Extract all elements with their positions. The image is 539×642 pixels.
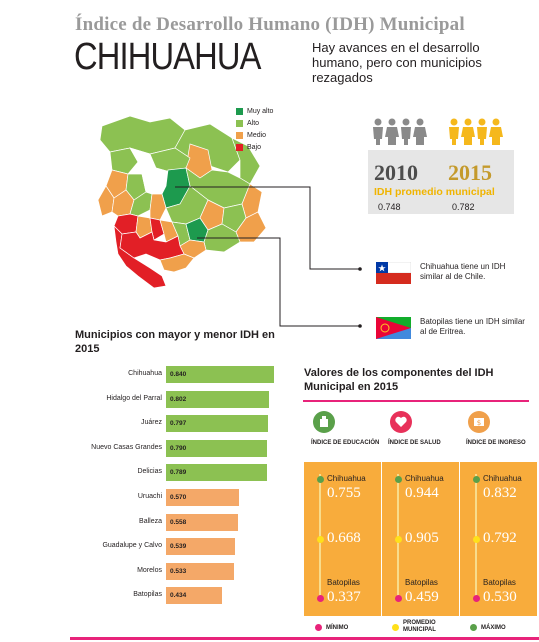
health-avg: 0.905 [405, 530, 439, 546]
max-dot [473, 476, 480, 483]
bar-value-label: 0.797 [170, 420, 187, 428]
bar-label: Hidalgo del Parral [106, 394, 162, 402]
education-label: ÍNDICE DE EDUCACIÓN [311, 440, 380, 446]
legend-label: Medio [247, 131, 267, 139]
health-icon [390, 411, 412, 433]
bar-label: Delicias [137, 468, 162, 476]
bottom-rule [70, 637, 539, 640]
key-avg-label: PROMEDIO MUNICIPAL [403, 620, 436, 633]
bar-label: Guadalupe y Calvo [102, 542, 162, 550]
headline: Hay avances en el desarrollo humano, pero con municipios rezagados [312, 40, 482, 85]
income-avg: 0.792 [483, 530, 517, 546]
svg-text:$: $ [476, 419, 482, 427]
bar-label: Chihuahua [128, 370, 162, 377]
bar-value-label: 0.434 [170, 592, 187, 600]
income-max: 0.832 [483, 485, 517, 501]
health-bottom-name: Batopilas [405, 578, 438, 587]
avg-dot [473, 536, 480, 543]
education-icon [313, 411, 335, 433]
bar-chart-title: Municipios con mayor y menor IDH en 2015 [75, 329, 275, 355]
bar-value-label: 0.790 [170, 444, 187, 452]
idh-value-2010: 0.748 [378, 202, 401, 212]
health-max: 0.944 [405, 485, 439, 501]
income-label: ÍNDICE DE INGRESO [466, 440, 526, 446]
bar-value-label: 0.539 [170, 543, 187, 551]
bar-label: Juárez [140, 419, 162, 427]
income-top-name: Chihuahua [483, 474, 522, 483]
components-title: Valores de los componentes del IDH Municipal en 2015 [304, 367, 494, 393]
chile-callout: Chihuahua tiene un IDH similar al de Chile. [420, 262, 506, 281]
education-bottom-name: Batopilas [327, 578, 360, 587]
key-max-label: MÁXIMO [481, 625, 506, 631]
min-dot [473, 595, 480, 602]
health-top-name: Chihuahua [405, 474, 444, 483]
income-bottom-name: Batopilas [483, 578, 516, 587]
state-title: CHIHUAHUA [74, 36, 261, 78]
max-dot [395, 476, 402, 483]
bar-value-label: 0.840 [170, 371, 187, 378]
education-min: 0.337 [327, 589, 361, 605]
idh-caption: IDH promedio municipal [374, 186, 495, 198]
education-avg: 0.668 [327, 530, 361, 546]
education-max: 0.755 [327, 485, 361, 501]
key-max-dot [470, 624, 477, 631]
bar-value-label: 0.802 [170, 395, 187, 403]
education-top-name: Chihuahua [327, 474, 366, 483]
legend-label: Muy alto [247, 107, 274, 115]
max-dot [317, 476, 324, 483]
eritrea-callout: Batopilas tiene un IDH similar al de Eritrea. [420, 317, 525, 336]
key-avg-dot [392, 624, 399, 631]
min-dot [317, 595, 324, 602]
bar-label: Morelos [137, 566, 162, 574]
subtitle: Índice de Desarrollo Humano (IDH) Municipal [75, 14, 465, 35]
bar-label: Balleza [139, 517, 162, 525]
year-2015: 2015 [448, 160, 492, 185]
bar-label: Nuevo Casas Grandes [91, 443, 162, 451]
bar-value-label: 0.533 [170, 567, 187, 575]
bar-label: Batopilas [133, 591, 162, 599]
min-dot [395, 595, 402, 602]
health-label: ÍNDICE DE SALUD [388, 440, 441, 446]
components-divider [303, 400, 529, 402]
legend-label: Bajo [247, 143, 262, 151]
income-icon [468, 411, 490, 433]
avg-dot [317, 536, 324, 543]
legend-label: Alto [247, 119, 260, 127]
avg-dot [395, 536, 402, 543]
bar-value-label: 0.570 [170, 494, 187, 501]
income-min: 0.530 [483, 589, 517, 605]
idh-value-2015: 0.782 [452, 202, 475, 212]
key-min-label: MÍNIMO [326, 625, 349, 631]
year-2010: 2010 [374, 160, 418, 185]
bar-value-label: 0.558 [170, 518, 187, 526]
health-min: 0.459 [405, 589, 439, 605]
key-min-dot [315, 624, 322, 631]
bar-label: Uruachi [137, 493, 162, 500]
bar-value-label: 0.789 [170, 469, 187, 477]
